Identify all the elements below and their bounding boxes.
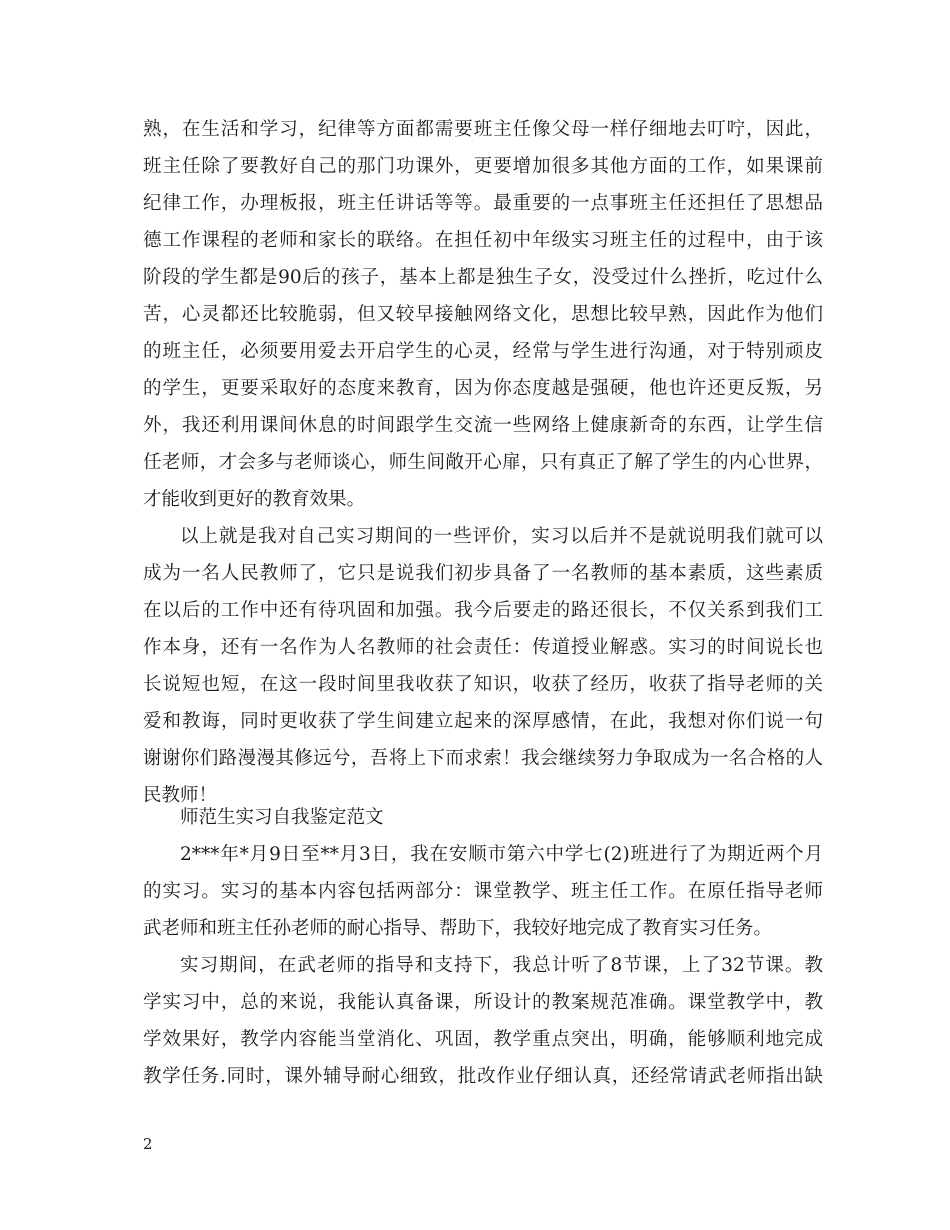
text-line: 教学任务.同时，课外辅导耐心细致，批改作业仔细认真，还经常请武老师指出缺 [143,1066,823,1087]
text-line: 长说短也短，在这一段时间里我收获了知识，收获了经历，收获了指导老师的关 [143,674,823,695]
text-line: 学实习中，总的来说，我能认真备课，所设计的教案规范准确。课堂教学中，教 [143,992,823,1013]
text-line: 的实习。实习的基本内容包括两部分：课堂教学、班主任工作。在原任指导老师 [143,881,823,902]
text-line: 才能收到更好的教育效果。 [143,489,366,510]
text-line: 任老师，才会多与老师谈心，师生间敞开心扉，只有真正了解了学生的内心世界， [143,452,823,473]
paragraph-first-line: 以上就是我对自己实习期间的一些评价，实习以后并不是就说明我们就可以 [180,526,823,547]
page-number: 2 [143,1135,153,1153]
text-line: 在以后的工作中还有待巩固和加强。我今后要走的路还很长，不仅关系到我们工 [143,600,823,621]
text-line: 学效果好，教学内容能当堂消化、巩固，教学重点突出，明确，能够顺利地完成 [143,1029,823,1050]
text-line: 外，我还利用课间休息的时间跟学生交流一些网络上健康新奇的东西，让学生信 [143,415,823,436]
text-line: 的学生，更要采取好的态度来教育，因为你态度越是强硬，他也许还更反叛，另 [143,378,823,399]
text-line: 爱和教诲，同时更收获了学生间建立起来的深厚感情，在此，我想对你们说一句 [143,711,823,732]
text-line: 作本身，还有一名作为人名教师的社会责任：传道授业解惑。实习的时间说长也 [143,637,823,658]
text-line: 熟，在生活和学习，纪律等方面都需要班主任像父母一样仔细地去叮咛，因此， [143,119,823,140]
text-line: 阶段的学生都是90后的孩子，基本上都是独生子女，没受过什么挫折，吃过什么 [143,267,823,288]
text-line: 班主任除了要教好自己的那门功课外，更要增加很多其他方面的工作，如果课前 [143,156,823,177]
paragraph-first-line: 实习期间，在武老师的指导和支持下，我总计听了8节课，上了32节课。教 [180,955,823,976]
text-line: 武老师和班主任孙老师的耐心指导、帮助下，我较好地完成了教育实习任务。 [143,918,773,939]
text-line: 德工作课程的老师和家长的联络。在担任初中年级实习班主任的过程中，由于该 [143,230,823,251]
section-heading: 师范生实习自我鉴定范文 [180,807,384,828]
text-line: 谢谢你们路漫漫其修远兮，吾将上下而求索！我会继续努力争取成为一名合格的人 [143,748,823,769]
text-line: 纪律工作，办理板报，班主任讲话等等。最重要的一点事班主任还担任了思想品 [143,193,823,214]
text-line: 的班主任，必须要用爱去开启学生的心灵，经常与学生进行沟通，对于特别顽皮 [143,341,823,362]
paragraph-first-line: 2***年*月9日至**月3日，我在安顺市第六中学七(2)班进行了为期近两个月 [180,844,823,865]
text-line: 苦，心灵都还比较脆弱，但又较早接触网络文化，思想比较早熟，因此作为他们 [143,304,823,325]
text-line: 民教师！ [143,785,218,806]
text-line: 成为一名人民教师了，它只是说我们初步具备了一名教师的基本素质，这些素质 [143,563,823,584]
